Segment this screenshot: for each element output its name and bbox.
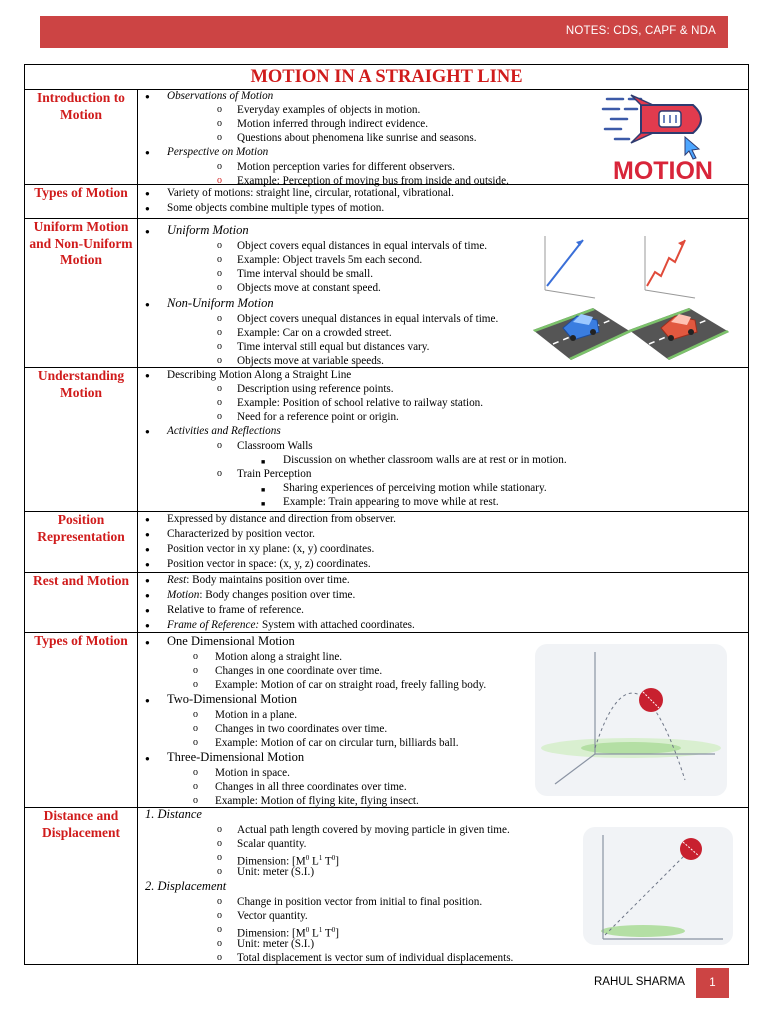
notes-table — [24, 64, 749, 965]
section-label: Position Representation — [25, 511, 138, 572]
section-label: Introduction to Motion — [25, 89, 138, 184]
motion-rocket-logo — [601, 91, 727, 183]
row-uniform-motion: Uniform Motion and Non-Uniform Motion ● Uniform Motion o Object covers equal distances in equal intervals of time. o Example: Object travels 5m each second. o Time interval should be small. o Objects move at constant speed. ● Non-Uniform Motion o Object covers unequal distances in equal intervals of time. o Example: Car on a crowded street. o Time interval still equal but distances vary. o Objects move at variable speeds. — [25, 218, 748, 368]
cars-speed-graph-illustration — [533, 228, 733, 362]
nonuniform-graph-icon — [645, 236, 695, 298]
row-position-representation: Position Representation ● Expressed by distance and direction from observer. ● Characterized by position vector. ● Position vector in xy plane: (x, y) coordinates. ● Position vector in space: (x, y, z) coordinates. — [25, 511, 748, 573]
row-distance-displacement: Distance and Displacement 1. Distance o Actual path length covered by moving particle in given time. o Scalar quantity. o Dimension: [$M^0$ $L^1$ $T^0$] o Unit: meter (S.I.) 2. Displacement o Change in position vector from initial to final position. o Vector quantity. o Dimension: [$M^0$ $L^1$ $T^0$] o Unit: meter (S.I.) o Total displacement is vector sum of individual displacements. — [25, 807, 748, 965]
cursor-icon — [685, 137, 699, 159]
cricket-ball-icon — [639, 688, 663, 712]
row-types-of-motion: Types of Motion ● Variety of motions: straight line, circular, rotational, vibrational. ● Some objects combine multiple types of motion. — [25, 184, 748, 219]
rocket-icon — [631, 95, 701, 143]
row-understanding-motion: Understanding Motion ● Describing Motion Along a Straight Line o Description using reference points. o Example: Position of school relative to railway station. o Need for a reference point or origin. ● Activities and Reflections o Classroom Walls ■ Discussion on whether classroom walls are at rest or in motion. o Train Perception ■ Sharing experiences of perceiving motion while stationary. ■ Example: Train appearing to move while at rest. — [25, 367, 748, 512]
author-name: RAHUL SHARMA — [594, 976, 685, 988]
page-number: 1 — [696, 968, 729, 998]
row-introduction: Introduction to Motion ● Observations of Motion o Everyday examples of objects in motion. o Motion inferred through indirect evidence. o Questions about phenomena like sunrise and seasons. ● Perspective on Motion o Motion perception varies for different observers. o Example: Perception of moving bus from inside and outside. MOTION — [25, 89, 748, 185]
section-label: Types of Motion — [25, 184, 138, 218]
header-bar — [40, 16, 728, 48]
row-rest-and-motion: Rest and Motion ● Rest: Body maintains position over time. ● Motion: Body changes position over time. ● Relative to frame of reference. ● Frame of Reference: System with attached coordinates. — [25, 572, 748, 633]
cricket-ball-icon — [680, 838, 702, 860]
page-title: MOTION IN A STRAIGHT LINE — [25, 65, 748, 90]
road-icon — [533, 308, 729, 360]
displacement-ball-illustration — [583, 827, 733, 945]
projectile-ball-illustration — [535, 644, 727, 796]
uniform-graph-icon — [545, 236, 595, 298]
row-types-of-motion-dimensions: Types of Motion ● One Dimensional Motion o Motion along a straight line. o Changes in one coordinate over time. o Example: Motion of car on straight road, freely falling body. ● Two-Dimensional Motion o Motion in a plane. o Changes in two coordinates over time. o Example: Motion of car on circular turn, billiards ball. ● Three-Dimensional Motion o Motion in space. o Changes in all three coordinates over time. o Example: Motion of flying kite, flying insect. — [25, 632, 748, 808]
section-label: Uniform Motion and Non-Uniform Motion — [25, 218, 138, 367]
section-label: Types of Motion — [25, 632, 138, 807]
section-label: Distance and Displacement — [25, 807, 138, 965]
section-label: Rest and Motion — [25, 572, 138, 632]
header-note: NOTES: CDS, CAPF & NDA — [565, 25, 716, 37]
logo-wordmark: MOTION — [613, 157, 713, 183]
speed-lines-icon — [603, 99, 641, 139]
section-label: Understanding Motion — [25, 367, 138, 511]
